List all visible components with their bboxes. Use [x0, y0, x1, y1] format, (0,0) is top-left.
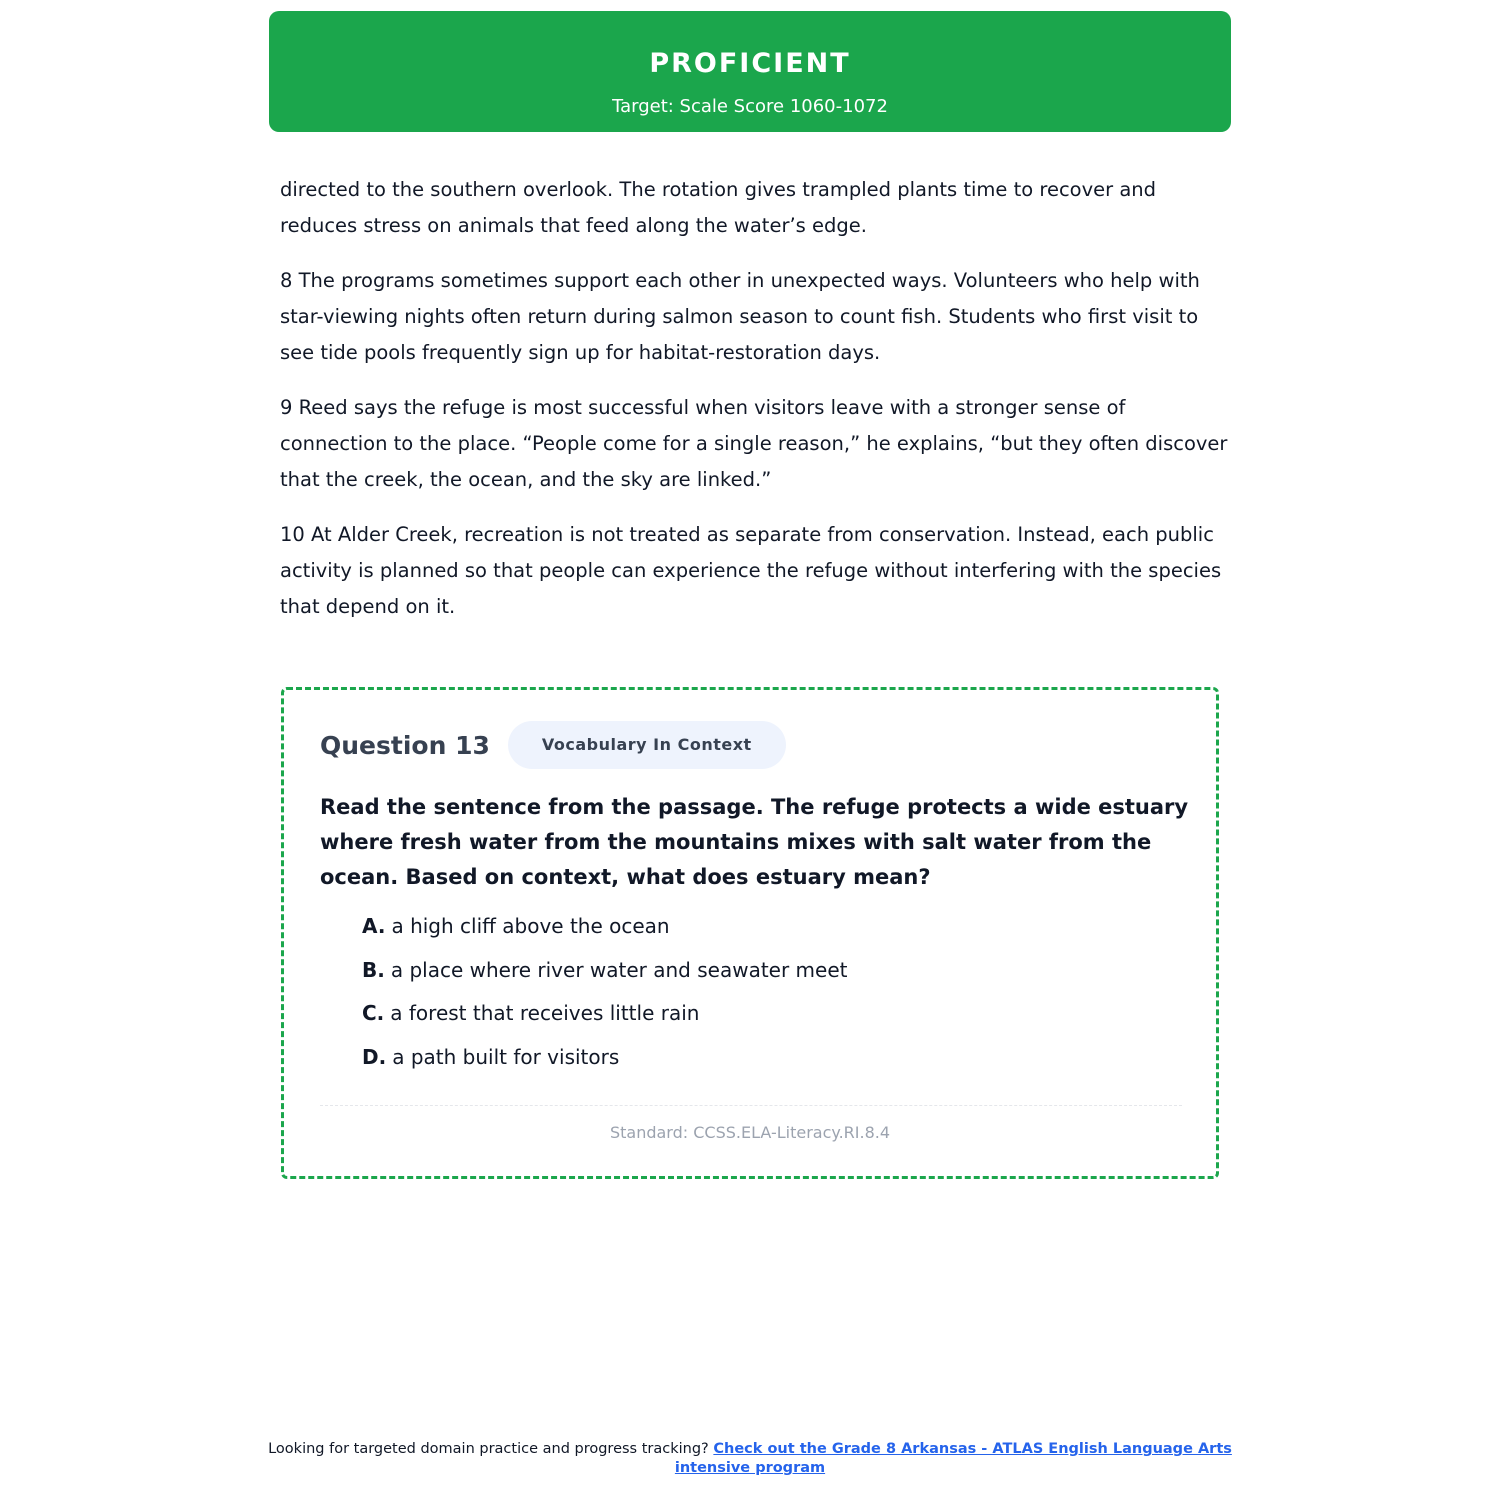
reading-passage: [280, 172, 1230, 644]
footer-promo: [260, 1440, 1240, 1478]
option-letter: C.: [362, 1001, 385, 1025]
passage-paragraph: directed to the southern overlook. The rotation gives trampled plants time to recover and reduces stress on animals that feed along the water’s edge.: [280, 178, 1157, 237]
question-category-badge: Vocabulary In Context: [508, 721, 786, 769]
level-banner: [269, 11, 1231, 132]
option-letter: D.: [362, 1044, 387, 1069]
answer-options: [362, 912, 847, 1086]
question-card: [281, 687, 1219, 1179]
level-title: PROFICIENT: [649, 48, 851, 79]
answer-option-d[interactable]: [362, 1043, 847, 1071]
option-text: a place where river water and seawater meet: [390, 957, 848, 982]
option-letter: A.: [362, 914, 386, 938]
question-stem: Read the sentence from the passage. The refuge protects a wide estuary where fresh water from the mountains mixes with salt water from the ocean. Based on context, what does estuary mean?: [320, 795, 1189, 889]
answer-option-c[interactable]: [362, 999, 847, 1027]
passage-paragraph: 8 The programs sometimes support each other in unexpected ways. Volunteers who help with star-viewing nights often return during salmon season to count fish. Students who first visit to see tide pools frequently sign up for habitat-restoration days.: [280, 269, 1200, 364]
passage-paragraph: 9 Reed says the refuge is most successful when visitors leave with a stronger sense of connection to the place. “People come for a single reason,” he explains, “but they often discover that the creek, the ocean, and the sky are linked.”: [280, 396, 1228, 491]
footer-text: Looking for targeted domain practice and progress tracking?: [268, 1441, 709, 1457]
answer-option-b[interactable]: [362, 956, 847, 984]
level-target-score: Target: Scale Score 1060-1072: [612, 96, 888, 117]
answer-option-a[interactable]: [362, 912, 847, 940]
question-standard: Standard: CCSS.ELA-Literacy.RI.8.4: [609, 1123, 891, 1142]
intensive-program-link[interactable]: Check out the Grade 8 Arkansas - ATLAS English Language Arts intensive program: [674, 1441, 1232, 1476]
option-letter: B.: [362, 957, 385, 982]
passage-paragraph: 10 At Alder Creek, recreation is not treated as separate from conservation. Instead, each public activity is planned so that people can experience the refuge without interfering with the species that depend on it.: [280, 523, 1222, 618]
question-divider: [320, 1105, 1182, 1106]
option-text: a path built for visitors: [392, 1044, 620, 1069]
question-number: Question 13: [320, 730, 490, 760]
question-header: [320, 721, 786, 769]
option-text: a forest that receives little rain: [390, 1001, 700, 1025]
option-text: a high cliff above the ocean: [391, 914, 670, 938]
